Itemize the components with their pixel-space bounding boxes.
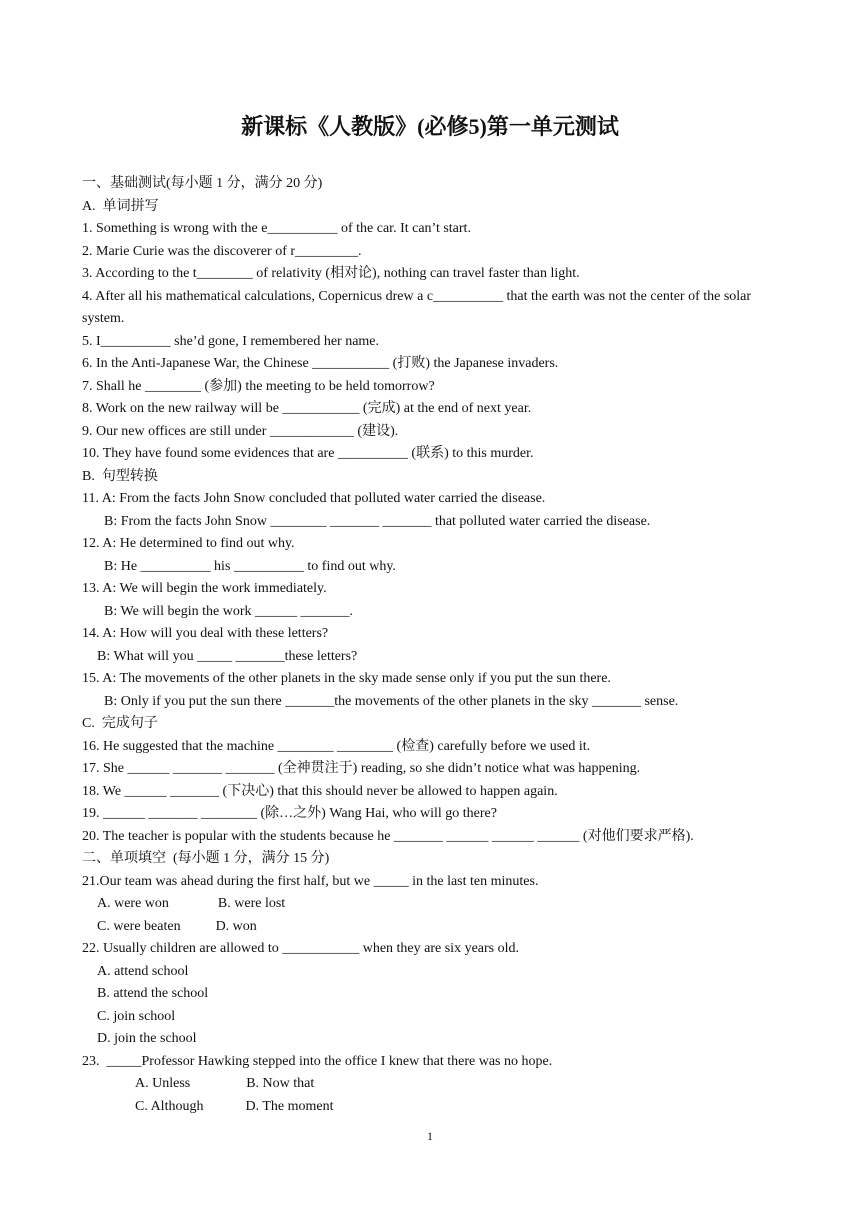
question-line: 13. A: We will begin the work immediately.: [82, 581, 327, 596]
question-line: B: What will you _____ _______these letters?: [97, 648, 358, 664]
question-line: 6. In the Anti-Japanese War, the Chinese ___________ (打败) the Japanese invaders.: [82, 356, 559, 371]
subsection-header: B. 句型转换: [82, 468, 158, 484]
question-line: 21.Our team was ahead during the first half, but we _____ in the last ten minutes.: [82, 873, 539, 889]
question-line: 16. He suggested that the machine ________ ________ (检查) carefully before we used it.: [82, 738, 591, 754]
question-line: 23. _____Professor Hawking stepped into the office I knew that there was no hope.: [82, 1053, 553, 1069]
question-line: 17. She ______ _______ _______ (全神贯注于) reading, so she didn’t notice what was happening.: [82, 761, 641, 776]
question-line: 4. After all his mathematical calculations, Copernicus drew a c__________ that the earth was not the center of the solar system.: [82, 288, 752, 326]
section-header: 一、基础测试(每小题 1 分，满分 20 分): [82, 176, 323, 191]
question-line: B: Only if you put the sun there _______the movements of the other planets in the sky _______ sense.: [104, 693, 679, 709]
question-line: B: From the facts John Snow ________ _______ _______ that polluted water carried the disease.: [104, 513, 651, 529]
question-line: 2. Marie Curie was the discoverer of r_________.: [82, 243, 362, 259]
question-line: 1. Something is wrong with the e__________ of the car. It can’t start.: [82, 221, 471, 236]
subsection-header: C. 完成句子: [82, 716, 158, 731]
question-line: 5. I__________ she’d gone, I remembered her name.: [82, 333, 380, 349]
answer-option: A. attend school: [97, 963, 189, 979]
test-content: [82, 173, 782, 1118]
section-header: 二、单项填空 (每小题 1 分，满分 15 分): [82, 851, 330, 866]
answer-option: C. join school: [97, 1008, 176, 1024]
question-line: 14. A: How will you deal with these letters?: [82, 626, 329, 641]
subsection-header: A. 单词拼写: [82, 198, 159, 214]
answer-options: C. Although D. The moment: [135, 1098, 334, 1114]
question-line: 15. A: The movements of the other planets in the sky made sense only if you put the sun there.: [82, 671, 611, 686]
question-line: 7. Shall he ________ (参加) the meeting to be held tomorrow?: [82, 378, 435, 394]
answer-options: A. Unless B. Now that: [135, 1076, 315, 1091]
document-title: 新课标《人教版》(必修5)第一单元测试: [241, 114, 619, 139]
answer-options: C. were beaten D. won: [97, 918, 257, 934]
question-line: 8. Work on the new railway will be ___________ (完成) at the end of next year.: [82, 401, 532, 416]
answer-options: A. were won B. were lost: [97, 896, 286, 911]
answer-option: B. attend the school: [97, 986, 209, 1001]
question-line: B: We will begin the work ______ _______.: [104, 603, 354, 619]
question-line: B: He __________ his __________ to find out why.: [104, 558, 396, 574]
question-line: 11. A: From the facts John Snow concluded that polluted water carried the disease.: [82, 491, 546, 506]
question-line: 10. They have found some evidences that are __________ (联系) to this murder.: [82, 446, 534, 461]
question-line: 19. ______ _______ ________ (除…之外) Wang Hai, who will go there?: [82, 806, 497, 821]
question-line: 22. Usually children are allowed to ___________ when they are six years old.: [82, 941, 520, 956]
question-line: 3. According to the t________ of relativity (相对论), nothing can travel faster than light.: [82, 266, 580, 281]
answer-option: D. join the school: [97, 1031, 197, 1046]
question-line: 18. We ______ _______ (下决心) that this should never be allowed to happen again.: [82, 783, 558, 799]
question-line: 9. Our new offices are still under ____________ (建设).: [82, 423, 399, 439]
question-line: 12. A: He determined to find out why.: [82, 536, 295, 551]
question-line: 20. The teacher is popular with the students because he _______ ______ ______ ______ (对他们要求严格).: [82, 828, 694, 844]
page-number: 1: [427, 1129, 433, 1143]
